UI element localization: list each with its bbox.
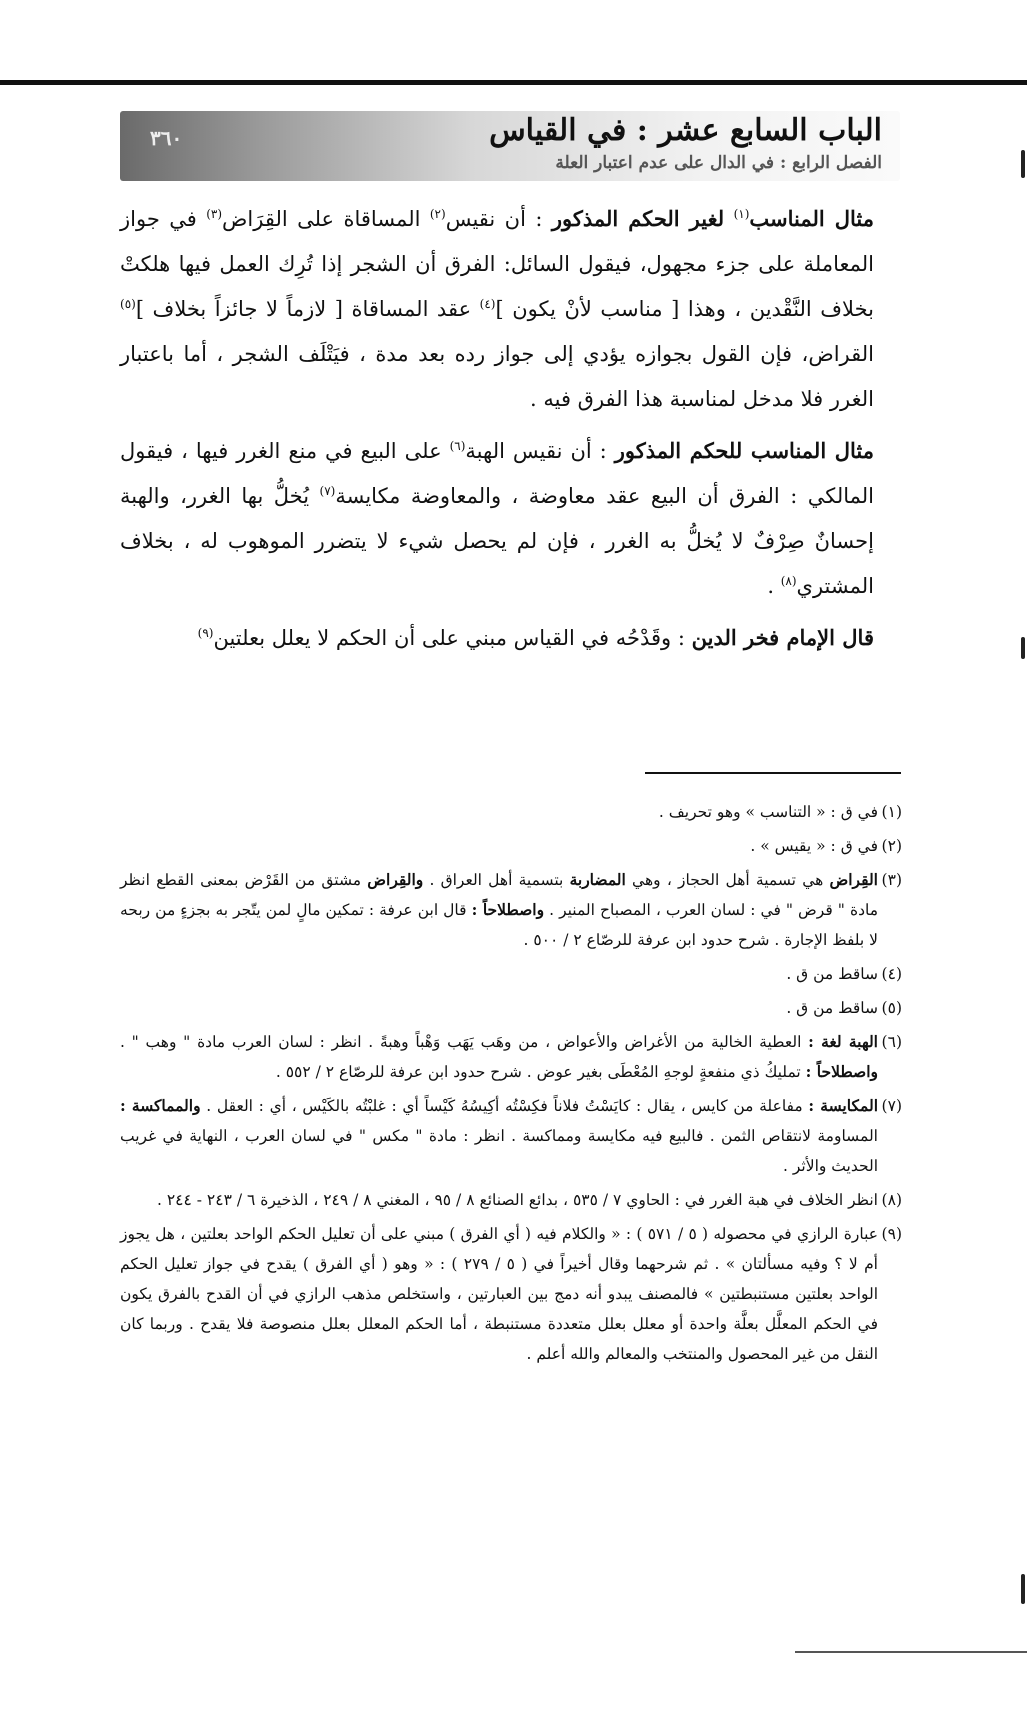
footnote [120, 797, 902, 827]
footnote-number: (٣) [881, 871, 902, 889]
paragraph-heading: لغير الحكم المذكور [551, 206, 725, 231]
footnote-text: ساقط من ق . [786, 965, 878, 983]
edge-mark [1021, 1574, 1025, 1604]
footnote-text: مفاعلة من كايس ، يقال : كايَسْتُ فلاناً فكِسْتُه أكِيسُهُ كَيْساً أي : غلبْتُه بالكَيْس ، أي : العقل . [206, 1097, 803, 1115]
footnote-ref[interactable]: (٨) [780, 574, 797, 588]
footnote-number: (٥) [881, 999, 902, 1017]
paragraph-heading: قال الإمام فخر الدين [691, 625, 874, 650]
footnote-ref[interactable]: (٧) [319, 484, 336, 498]
footnote-ref[interactable]: (٤) [479, 297, 496, 311]
footnotes [120, 797, 902, 1373]
paragraph [120, 196, 902, 422]
footnote-number: (٢) [881, 837, 902, 855]
body-text: المساقاة على القِرَاض [222, 207, 421, 231]
footnote [120, 1091, 902, 1181]
footnote-number: (٦) [881, 1033, 902, 1051]
footnote-term: والمماكسة : [120, 1096, 201, 1115]
section-subtitle: الفصل الرابع : في الدال على عدم اعتبار العلة [555, 153, 882, 173]
paragraph-heading: مثال المناسب للحكم المذكور [614, 438, 875, 463]
footnote-ref[interactable]: (٣) [206, 207, 223, 221]
footnote-term: واصطلاحاً : [471, 900, 545, 919]
edge-mark [1021, 150, 1025, 178]
footnote-text: انظر الخلاف في هبة الغرر في : الحاوي ٧ / ٥٣٥ ، بدائع الصنائع ٨ / ٩٥ ، المغني ٨ / ٢٤٩ ، الذخيرة ٦ / ٢٤٣ - ٢٤٤ . [156, 1191, 878, 1209]
footnote-number: (١) [881, 803, 902, 821]
footnote [120, 1185, 902, 1215]
footnote-number: (٩) [881, 1225, 902, 1243]
footnote-number: (٧) [881, 1097, 902, 1115]
footnote-ref[interactable]: (٩) [197, 626, 214, 640]
footnote-term: الهبة لغة : [808, 1032, 878, 1051]
body-text: عقد المساقاة [ لازماً لا جائزاً بخلاف ] [135, 297, 472, 321]
footnote-text: في ق : « التناسب » وهو تحريف . [658, 803, 878, 821]
footnote-text: عبارة الرازي في محصوله ( ٥ / ٥٧١ ) : « والكلام فيه ( أي الفرق ) مبني على أن تعليل الحكم الواحد بعلتين ، هل يجوز أم لا ؟ وفيه مسألتان » . ثم شرحهما وقال أخيراً في ( ٥ / ٢٧٩ ) : « وهو ( أي الفرق ) يقدح في جواز تعليل الحكم الواحد بعلتين مستنبطتين » فالمصنف يبدو أنه دمج بين العبارتين ، واستخلص مذهب الرازي في أن القدح بالفرق يكون في الحكم المعلَّل بعلَّة واحدة أو معلل بعلل متعددة مستنبطة ، أما الحكم المعلل بعلل منصوصة فلا يقدح . وربما كان النقل من غير المحصول والمنتخب والمعالم والله أعلم . [120, 1225, 878, 1363]
footnote-ref[interactable]: (١) [733, 207, 750, 221]
footnote-term: المضاربة [569, 870, 626, 889]
footnote-text: هي تسمية أهل الحجاز ، وهي [632, 871, 824, 889]
footnote-separator [645, 772, 901, 774]
footnote-term: القِراض [829, 870, 878, 889]
footnote [120, 1219, 902, 1369]
footnote-text: مشتق من القَرْض بمعنى القطع انظر مادة " قرض " في : لسان العرب ، المصباح المنير . [120, 871, 879, 919]
body-text: : وقَدْحُه في القياس مبني على أن الحكم لا يعلل بعلتين [213, 626, 685, 650]
paragraph [120, 428, 902, 609]
body-text: . [767, 574, 775, 598]
footnote-term: واصطلاحاً : [805, 1062, 878, 1081]
main-text [120, 196, 902, 661]
footnote-text: قال ابن عرفة : تمكين مالٍ لمن يتّجر به بجزءٍ من ربحه لا بلفظ الإجارة . شرح حدود ابن عرفة للرصّاع ٢ / ٥٠٠ . [120, 901, 878, 949]
edge-mark [1021, 637, 1025, 659]
footnote-text: المساومة لانتقاص الثمن . فالبيع فيه مكايسة ومماكسة . انظر : مادة " مكس " في لسان العرب ، النهاية في غريب الحديث والأثر . [120, 1127, 878, 1175]
body-text: القراض، فإن القول بجوازه يؤدي إلى جواز رده بعد مدة ، فيَتْلَف الشجر ، أما باعتبار الغرر فلا مدخل لمناسبة هذا الفرق فيه . [120, 342, 874, 411]
footnote-number: (٤) [881, 965, 902, 983]
page-number: ٣٦٠ [150, 126, 183, 150]
footnote-text: بتسمية أهل العراق . [429, 871, 564, 889]
chapter-title: الباب السابع عشر : في القياس [489, 113, 882, 148]
footnote-ref[interactable]: (٦) [449, 439, 466, 453]
top-rule [0, 80, 1027, 85]
body-text: على البيع في منع الغرر فيها ، فيقول المالكي : الفرق أن البيع عقد معاوضة ، والمعاوضة مكايسة [120, 439, 874, 508]
footnote-ref[interactable]: (٢) [429, 207, 446, 221]
footnote-text: تمليكُ ذي منفعةٍ لوجهِ المُعْطَى بغير عوض . شرح حدود ابن عرفة للرصّاع ٢ / ٥٥٢ . [275, 1063, 801, 1081]
footnote-number: (٨) [881, 1191, 902, 1209]
body-text: : أن نقيس [445, 207, 543, 231]
footnote [120, 865, 902, 955]
footnote [120, 1027, 902, 1087]
footnote [120, 993, 902, 1023]
footnote-ref[interactable]: (٥) [120, 297, 136, 311]
footnote-term: والقِراض [367, 870, 424, 889]
bottom-rule [795, 1651, 1027, 1653]
footnote-text: ساقط من ق . [786, 999, 878, 1017]
footnote [120, 959, 902, 989]
footnote-term: المكايسة : [808, 1096, 878, 1115]
body-text: : أن نقيس الهبة [465, 439, 607, 463]
body-text: في جواز المعاملة على جزء مجهول، فيقول السائل: الفرق أن الشجر إذا تُرِك العمل فيها هلكتْ بخلاف النَّقْدين ، وهذا [ مناسب لأنْ يكون ] [120, 207, 874, 321]
paragraph [120, 615, 902, 661]
page-header [120, 111, 900, 181]
paragraph-heading: مثال المناسب [749, 206, 875, 231]
footnote-text: العطية الخالية من الأغراض والأعواض ، من وهَب يَهَب وَهْباً وهبةً . انظر : لسان العرب مادة " وهب " . [120, 1033, 802, 1051]
footnote-text: في ق : « يقيس » . [750, 837, 878, 855]
footnote [120, 831, 902, 861]
body-text: يُخلُّ بها الغرر، والهبة إحسانٌ صِرْفٌ لا يُخلُّ به الغرر ، فإن لم يحصل شيء لا يتضرر الموهوب له ، بخلاف المشتري [120, 484, 874, 598]
